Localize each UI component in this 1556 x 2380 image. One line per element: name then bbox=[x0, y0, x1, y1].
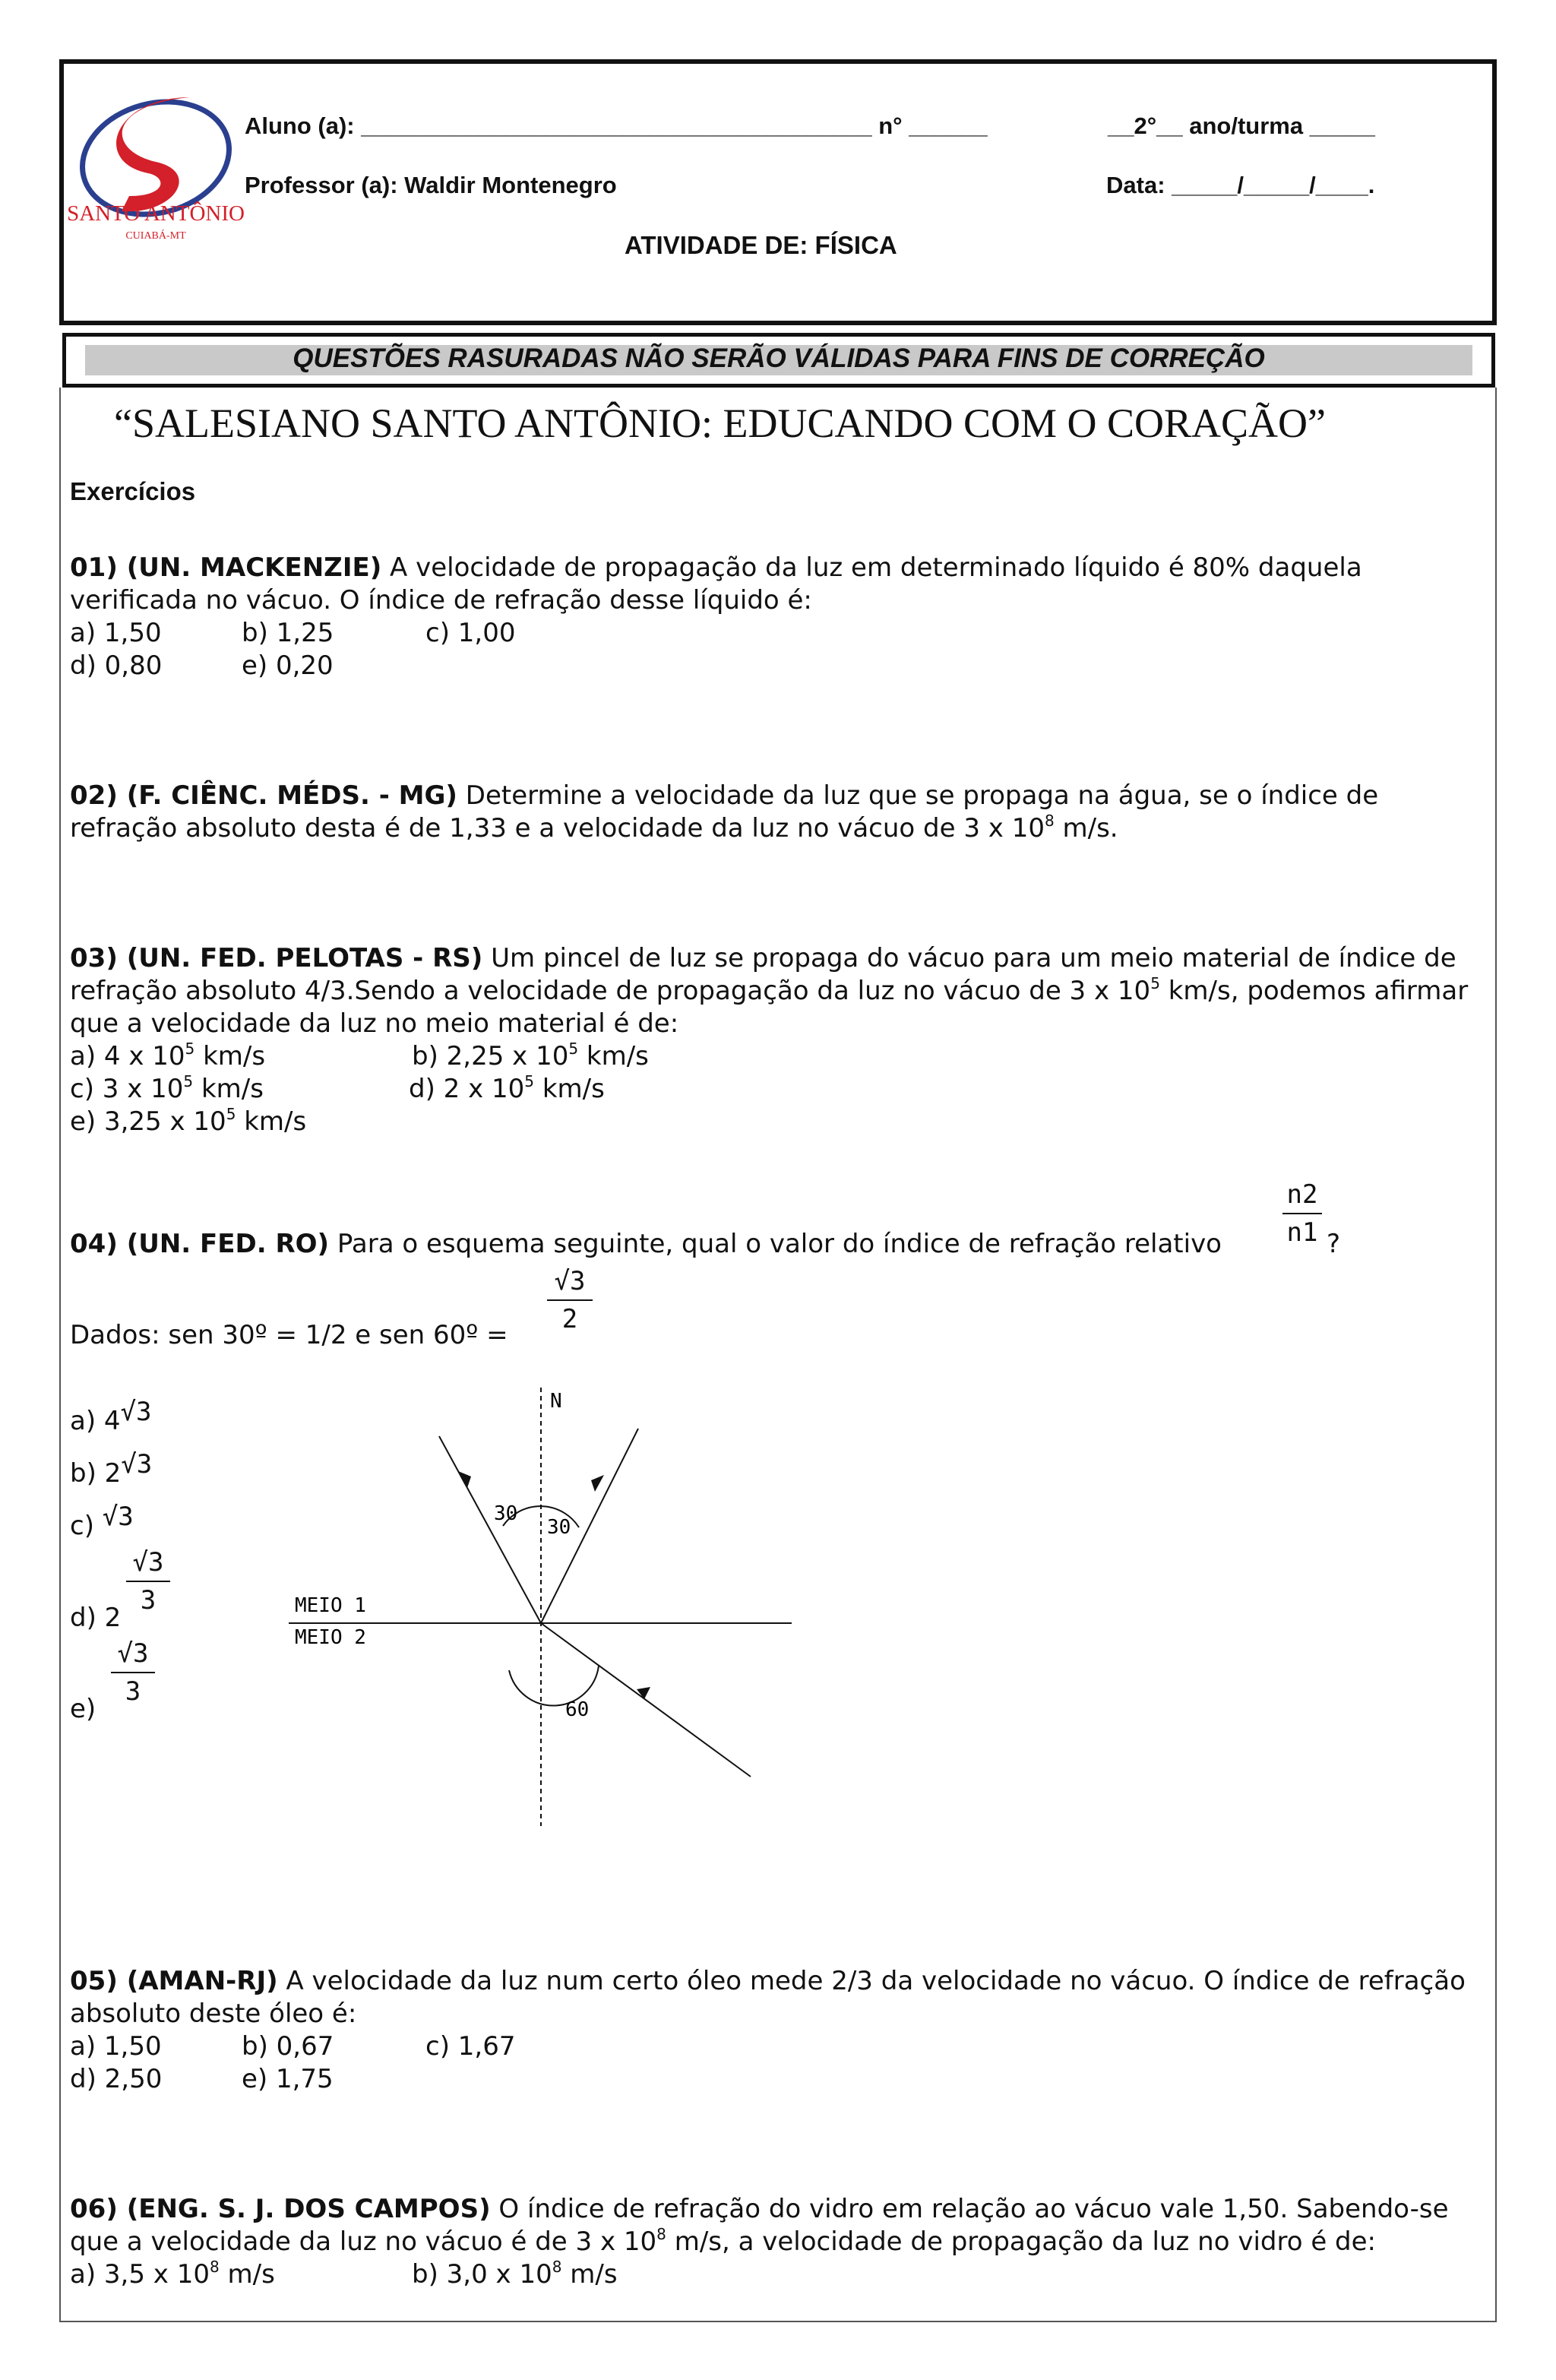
angle-incidence-label: 30 bbox=[494, 1502, 518, 1525]
banner-warning: QUESTÕES RASURADAS NÃO SERÃO VÁLIDAS PARA FINS DE CORREÇÃO bbox=[293, 343, 1265, 373]
incident-arrow bbox=[458, 1471, 471, 1488]
q3-option-b: b) 2,25 x $10^5$ km/s bbox=[412, 1040, 649, 1071]
q6-options-row1 bbox=[70, 2258, 618, 2291]
q1-option-c: c) 1,00 bbox=[425, 618, 516, 648]
q6-text: O índice de refração do vidro em relação ao vácuo vale 1,50. Sabendo-se que a velocidade da luz no vácuo é de 3 x 10 bbox=[70, 2194, 1449, 2257]
q1-option-a: a) 1,50 bbox=[70, 618, 162, 648]
date-field: Data: _____/_____/____. bbox=[1106, 172, 1375, 198]
student-field: Aluno (a): _______________________________________ n° ______ bbox=[245, 112, 988, 139]
teacher-field: Professor (a): Waldir Montenegro bbox=[245, 172, 617, 198]
reflected-arrow bbox=[591, 1475, 604, 1492]
q1-options-row2 bbox=[70, 650, 334, 682]
q2-text-end: m/s. bbox=[1054, 813, 1118, 843]
q1-option-e: e) 0,20 bbox=[242, 650, 334, 681]
q4-option-d-label: d) 2 bbox=[70, 1603, 122, 1633]
q6-option-a: a) 3,5 x $10^8$ m/s bbox=[70, 2258, 275, 2290]
medium-1-label: MEIO 1 bbox=[295, 1594, 366, 1617]
question-5 bbox=[70, 1965, 1483, 2030]
q3-number: 03) (UN. FED. PELOTAS - RS) bbox=[70, 943, 483, 973]
question-6 bbox=[70, 2193, 1483, 2258]
normal-label: N bbox=[550, 1390, 562, 1413]
q3-option-d: d) 2 x $10^5$ km/s bbox=[409, 1072, 605, 1104]
q4-text: Para o esquema seguinte, qual o valor do índice de refração relativo bbox=[329, 1229, 1222, 1259]
q4-option-e-label: e) bbox=[70, 1694, 96, 1724]
question-2 bbox=[70, 780, 1483, 845]
q1-option-d: d) 0,80 bbox=[70, 650, 163, 681]
q3-options-row2 bbox=[70, 1073, 605, 1106]
q6-number: 06) (ENG. S. J. DOS CAMPOS) bbox=[70, 2194, 491, 2224]
q5-option-a: a) 1,50 bbox=[70, 2031, 162, 2062]
logo-name: SANTO ANTÔNIO bbox=[67, 201, 245, 226]
q6-option-b: b) 3,0 x $10^8$ m/s bbox=[412, 2258, 618, 2290]
q1-number: 01) (UN. MACKENZIE) bbox=[70, 552, 382, 583]
q4-option-d-fraction: √3 3 bbox=[126, 1547, 170, 1616]
section-title: Exercícios bbox=[70, 477, 196, 505]
q2-exponent: 8 bbox=[1044, 812, 1055, 830]
q4-question-mark: ? bbox=[1327, 1229, 1341, 1259]
q1-text: A velocidade de propagação da luz em determinado líquido é 80% daquela verificada no vácuo. O índice de refração desse líquido é: bbox=[70, 552, 1362, 616]
q5-options-row2 bbox=[70, 2063, 334, 2096]
q3-exponent: 5 bbox=[1150, 974, 1160, 992]
q4-option-e-fraction: √3 3 bbox=[111, 1638, 155, 1707]
q5-options-row1 bbox=[70, 2030, 515, 2063]
motto: “SALESIANO SANTO ANTÔNIO: EDUCANDO COM O CORAÇÃO” bbox=[114, 400, 1327, 446]
q5-option-b: b) 0,67 bbox=[242, 2031, 334, 2062]
q1-options-row1 bbox=[70, 617, 515, 650]
sqrt3-over-2-fraction: √3 2 bbox=[547, 1266, 593, 1334]
question-1 bbox=[70, 552, 1483, 617]
q5-number: 05) (AMAN-RJ) bbox=[70, 1966, 278, 1996]
q5-option-c: c) 1,67 bbox=[425, 2031, 516, 2062]
q3-option-e: e) 3,25 x $10^5$ km/s bbox=[70, 1105, 307, 1137]
q3-option-c: c) 3 x $10^5$ km/s bbox=[70, 1072, 264, 1104]
q4-data-line: Dados: sen 30º = 1/2 e sen 60º = bbox=[70, 1320, 508, 1350]
q3-text: Um pincel de luz se propaga do vácuo para um meio material de índice de refração absoluto 4/3.Sendo a velocidade de propagação da luz no vácuo de 3 x 10 bbox=[70, 943, 1456, 1006]
q1-option-b: b) 1,25 bbox=[242, 618, 334, 648]
n1-label: n1 bbox=[1286, 1217, 1318, 1248]
n2-over-n1-fraction bbox=[1282, 1179, 1322, 1248]
logo-city: CUIABÁ-MT bbox=[125, 230, 186, 242]
q5-text: A velocidade da luz num certo óleo mede 2/3 da velocidade no vácuo. O índice de refração absoluto deste óleo é: bbox=[70, 1966, 1466, 2029]
q3-options-row1 bbox=[70, 1040, 649, 1073]
q5-option-e: e) 1,75 bbox=[242, 2064, 334, 2094]
activity-title: ATIVIDADE DE: FÍSICA bbox=[625, 231, 897, 259]
question-4 bbox=[70, 1228, 1222, 1261]
angle-refraction-label: 60 bbox=[565, 1698, 590, 1721]
n2-label: n2 bbox=[1286, 1179, 1318, 1210]
q4-option-c: c) √3 bbox=[70, 1502, 134, 1541]
refraction-diagram bbox=[281, 1381, 798, 1830]
angle-reflection-label: 30 bbox=[547, 1516, 571, 1539]
q4-option-a: a) 4√3 bbox=[70, 1397, 152, 1436]
q2-number: 02) (F. CIÊNC. MÉDS. - MG) bbox=[70, 780, 457, 811]
q3-text-end: km/s, podemos afirmar que a velocidade da luz no meio material é de: bbox=[70, 976, 1469, 1039]
q4-number: 04) (UN. FED. RO) bbox=[70, 1229, 330, 1259]
q6-exponent: 8 bbox=[656, 2225, 666, 2243]
q3-option-a: a) 4 x $10^5$ km/s bbox=[70, 1040, 266, 1071]
q2-text: Determine a velocidade da luz que se propaga na água, se o índice de refração absoluto desta é de 1,33 e a velocidade da luz no vácuo de 3 x 10 bbox=[70, 780, 1379, 843]
question-3 bbox=[70, 942, 1483, 1040]
medium-2-label: MEIO 2 bbox=[295, 1626, 366, 1649]
grade-field: __2°__ ano/turma _____ bbox=[1108, 112, 1375, 139]
refracted-arrow bbox=[637, 1687, 650, 1699]
school-logo bbox=[67, 82, 245, 264]
q5-option-d: d) 2,50 bbox=[70, 2064, 163, 2094]
q6-text-end: m/s, a velocidade de propagação da luz no vidro é de: bbox=[666, 2227, 1376, 2257]
q4-option-b: b) 2√3 bbox=[70, 1449, 153, 1489]
incident-ray bbox=[439, 1436, 541, 1623]
